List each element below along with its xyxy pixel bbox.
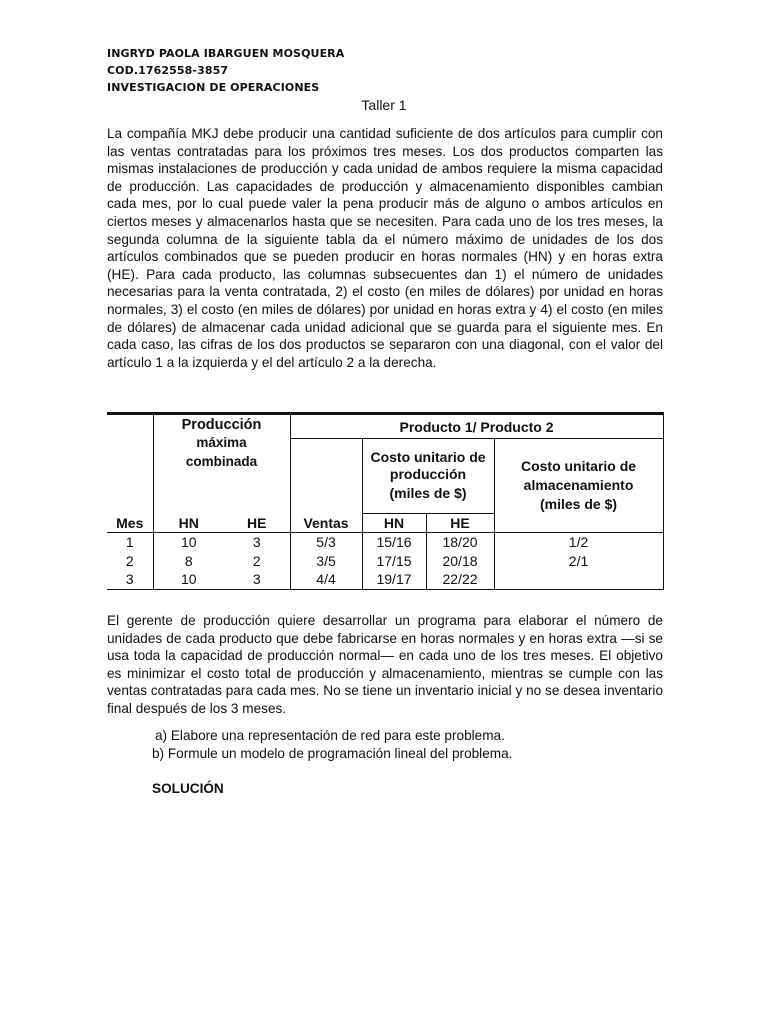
col-header-cost-hn xyxy=(362,514,426,532)
product-group-header-text: Producto 1/ Producto 2 xyxy=(399,418,554,435)
data-table xyxy=(107,412,664,590)
cell-storage: 2/1 xyxy=(494,551,663,570)
cell-ventas: 4/4 xyxy=(290,570,362,589)
production-max-header-line3: combinada xyxy=(185,454,258,469)
production-max-header xyxy=(153,414,290,515)
col-header-cost-he-text: HE xyxy=(450,514,470,531)
col-header-hn-text: HN xyxy=(178,514,199,531)
cell-hn: 8 xyxy=(153,551,224,570)
col-header-cost-he xyxy=(426,514,494,532)
task-b: b) Formule un modelo de programación lineal del problema. xyxy=(152,746,513,761)
cell-storage: 1/2 xyxy=(494,532,663,551)
corner-cell xyxy=(107,414,153,439)
student-code: COD.1762558-3857 xyxy=(107,64,229,77)
cost-production-header-line3: (miles de $) xyxy=(389,484,467,501)
cell-ventas: 3/5 xyxy=(290,551,362,570)
cell-hn: 10 xyxy=(153,570,224,589)
col-header-mes-text: Mes xyxy=(116,514,144,531)
cell-he: 3 xyxy=(252,533,261,550)
cell-he: 2 xyxy=(252,552,261,569)
col-header-he-text: HE xyxy=(247,514,267,531)
storage-header-bottom xyxy=(494,514,663,532)
col-header-ventas xyxy=(290,514,362,532)
cost-production-header-line2: producción xyxy=(389,465,467,482)
col-header-mes xyxy=(107,514,153,532)
cost-storage-header-line3: (miles de $) xyxy=(540,496,618,512)
intro-paragraph: La compañía MKJ debe producir una cantidad suficiente de dos artículos para cumplir con las ventas contratadas para los próximos tres meses. Los dos productos comparten las mismas instalaciones de producción y cada unidad de ambos requiere la misma capacidad de producción. Las capacidades de producción y almacenamiento disponibles cambian cada mes, por lo cual puede valer la pena producir más de alguno o ambos artículos en ciertos meses y almacenarlos hasta que se necesiten. Para cada uno de los tres meses, la segunda columna de la siguiente tabla da el número máximo de unidades de los dos artículos combinados que se pueden producir en horas normales (HN) y en horas extra (HE). Para cada producto, las columnas subsecuentes dan 1) el número de unidades necesarias para la venta contratada, 2) el costo (en miles de dólares) por unidad en horas normales, 3) el costo (en miles de dólares) por unidad en horas extra y 4) el costo (en miles de dólares) de almacenar cada unidad adicional que se guarda para el siguiente mes. En cada caso, las cifras de los dos productos se separaron con una diagonal, con el valor del artículo 1 a la izquierda y el del artículo 2 a la derecha. xyxy=(107,126,663,370)
col-header-hn xyxy=(153,514,224,532)
solution-label: SOLUCIÓN xyxy=(152,781,224,796)
cell-ventas: 5/3 xyxy=(290,532,362,551)
cost-storage-header-line1: Costo unitario de xyxy=(520,458,637,474)
table-row xyxy=(107,570,663,589)
document-title xyxy=(0,96,768,114)
table-row xyxy=(107,532,663,551)
cell-mes: 2 xyxy=(125,552,134,569)
cell-hn: 10 xyxy=(153,532,224,551)
production-max-header-line2: máxima xyxy=(196,435,247,450)
cell-storage xyxy=(494,570,663,589)
cost-production-header-line1: Costo unitario de xyxy=(370,448,486,465)
production-max-header-line1: Producción xyxy=(181,417,262,433)
cost-storage-header xyxy=(494,439,663,515)
table-row xyxy=(107,551,663,570)
cell-cost-he: 20/18 xyxy=(426,551,494,570)
cost-storage-header-line2: almacenamiento xyxy=(523,477,634,493)
col-header-cost-hn-text: HN xyxy=(383,514,405,531)
author-name: INGRYD PAOLA IBARGUEN MOSQUERA xyxy=(107,47,345,60)
cell-mes: 3 xyxy=(107,570,153,589)
cell-cost-hn: 19/17 xyxy=(362,570,426,589)
course-name: INVESTIGACION DE OPERACIONES xyxy=(107,81,320,94)
cell-cost-hn: 17/15 xyxy=(362,551,426,570)
document-title-text: Taller 1 xyxy=(361,97,407,113)
col-header-ventas-text: Ventas xyxy=(303,514,349,531)
ventas-header-spacer xyxy=(290,439,362,514)
col-header-he xyxy=(224,514,290,532)
task-a: a) Elabore una representación de red para este problema. xyxy=(155,728,505,743)
second-paragraph: El gerente de producción quiere desarrollar un programa para elaborar el número de unidades de cada producto que debe fabricarse en horas normales y en horas extra —si se usa toda la capacidad de producción normal— en cada uno de los tres meses. El objetivo es minimizar el costo total de producción y almacenamiento, mientras se cumple con las ventas contratadas para cada mes. No se tiene un inventario inicial y no se desea inventario final después de los 3 meses. xyxy=(107,613,663,716)
cell-cost-he: 18/20 xyxy=(426,532,494,551)
cost-production-header xyxy=(362,439,494,514)
cell-cost-he: 22/22 xyxy=(426,570,494,589)
cell-mes: 1 xyxy=(125,533,134,550)
cell-he: 3 xyxy=(224,570,290,589)
spacer-cell xyxy=(107,439,153,514)
product-group-header xyxy=(290,414,663,439)
cell-cost-hn: 15/16 xyxy=(362,532,426,551)
